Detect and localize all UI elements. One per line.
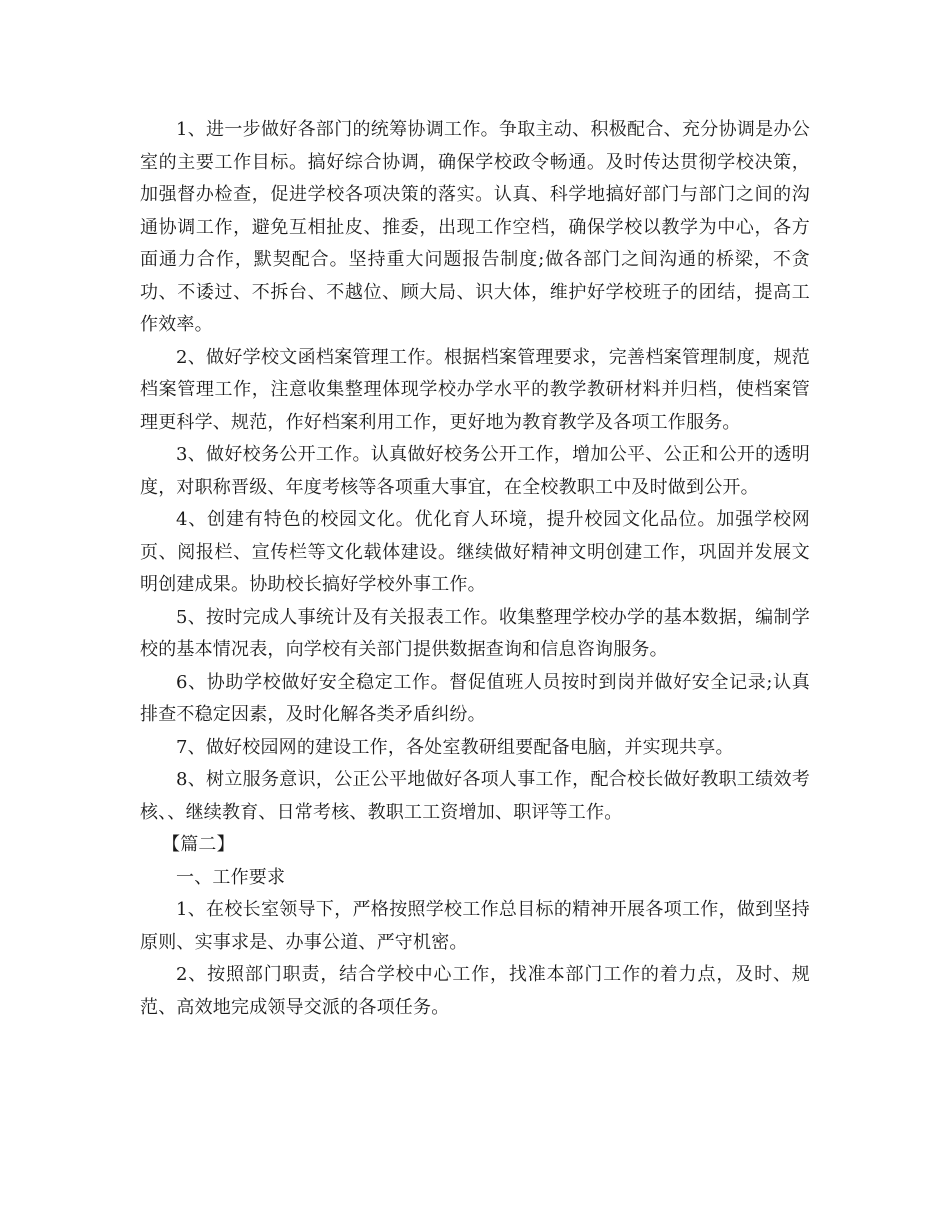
document-body <box>140 114 810 1024</box>
paragraph-2: 2、做好学校文函档案管理工作。根据档案管理要求，完善档案管理制度，规范档案管理工作，注意收集整理体现学校办学水平的教学教研材料并归档，使档案管理更科学、规范，作好档案利用工作，更好地为教育教学及各项工作服务。 <box>140 346 810 433</box>
paragraph-3: 3、做好校务公开工作。认真做好校务公开工作，增加公平、公正和公开的透明度，对职称晋级、年度考核等各项重大事宜，在全校教职工中及时做到公开。 <box>140 444 810 498</box>
paragraph-4: 4、创建有特色的校园文化。优化育人环境，提升校园文化品位。加强学校网页、阅报栏、宣传栏等文化载体建设。继续做好精神文明创建工作，巩固并发展文明创建成果。协助校长搞好学校外事工作。 <box>140 509 810 595</box>
paragraph-8: 8、树立服务意识，公正公平地做好各项人事工作，配合校长做好教职工绩效考核、、继续教育、日常考核、教职工工资增加、职评等工作。 <box>140 769 810 823</box>
requirement-1: 1、在校长室领导下，严格按照学校工作总目标的精神开展各项工作，做到坚持原则、实事求是、办事公道、严守机密。 <box>140 899 810 953</box>
paragraph-1: 1、进一步做好各部门的统筹协调工作。争取主动、积极配合、充分协调是办公室的主要工作目标。搞好综合协调，确保学校政令畅通。及时传达贯彻学校决策，加强督办检查，促进学校各项决策的落实。认真、科学地搞好部门与部门之间的沟通协调工作，避免互相扯皮、推委，出现工作空档，确保学校以教学为中心，各方面通力合作，默契配合。坚持重大问题报告制度;做各部门之间沟通的桥梁，不贪功、不诿过、不拆台、不越位、顾大局、识大体，维护好学校班子的团结，提高工作效率。 <box>140 119 810 335</box>
requirement-2: 2、按照部门职责，结合学校中心工作，找准本部门工作的着力点，及时、规范、高效地完成领导交派的各项任务。 <box>140 964 810 1018</box>
paragraph-7: 7、做好校园网的建设工作，各处室教研组要配备电脑，并实现共享。 <box>176 736 734 758</box>
section-title: 【篇二】 <box>162 834 235 855</box>
paragraph-5: 5、按时完成人事统计及有关报表工作。收集整理学校办学的基本数据，编制学校的基本情况表，向学校有关部门提供数据查询和信息咨询服务。 <box>140 606 810 660</box>
paragraph-6: 6、协助学校做好安全稳定工作。督促值班人员按时到岗并做好安全记录;认真排查不稳定因素，及时化解各类矛盾纠纷。 <box>140 671 810 725</box>
subsection-title: 一、工作要求 <box>176 866 286 888</box>
